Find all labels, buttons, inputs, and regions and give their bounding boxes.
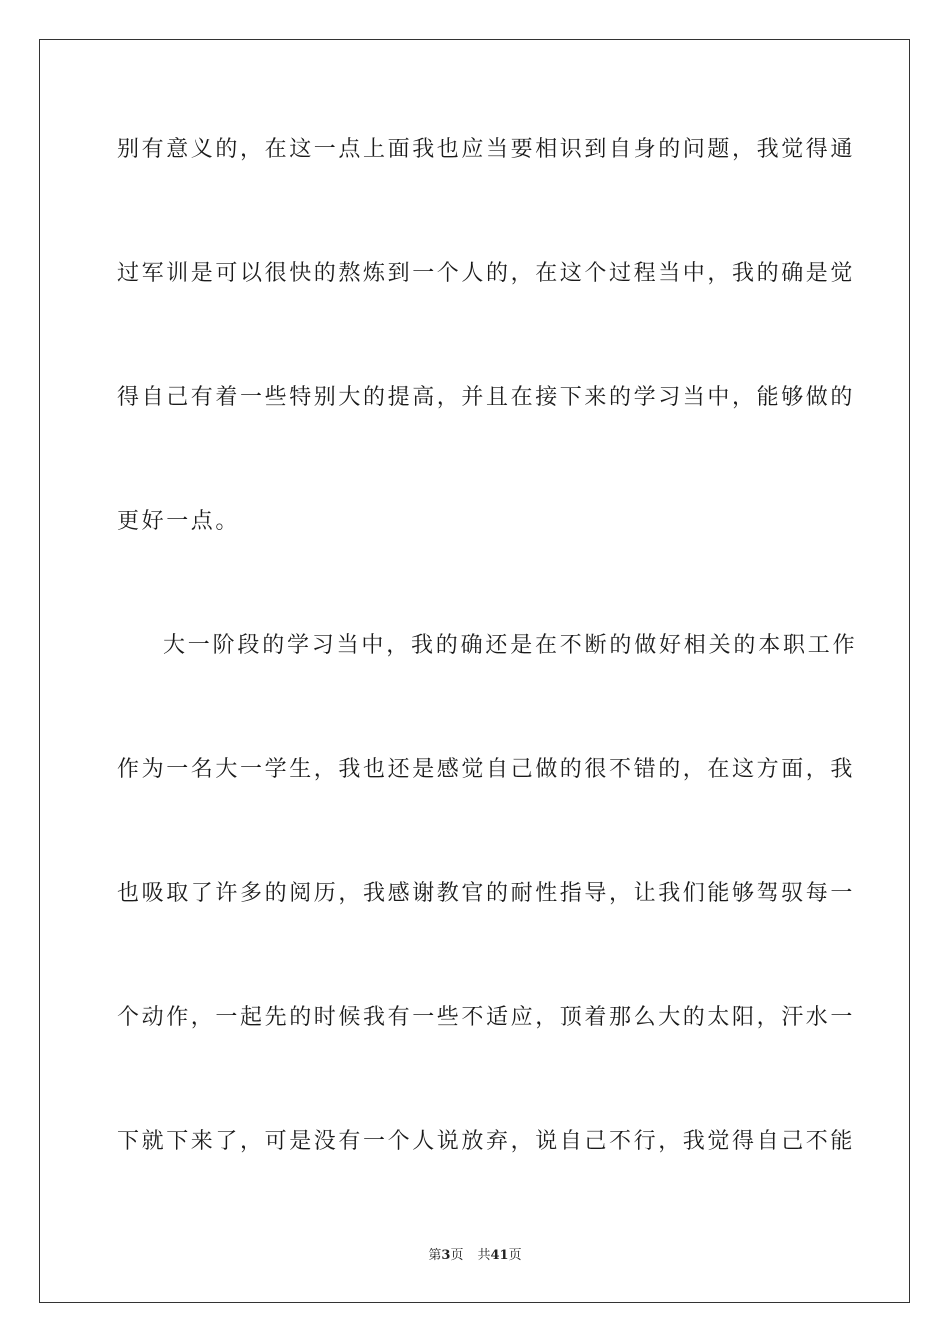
text-line-7: 也吸取了许多的阅历，我感谢教官的耐性指导，让我们能够驾驭每一 [117,881,856,906]
page-prefix: 第 [428,1248,442,1263]
text-line-8: 个动作，一起先的时候我有一些不适应，顶着那么大的太阳，汗水一 [117,1005,856,1030]
text-line-1: 别有意义的，在这一点上面我也应当要相识到自身的问题，我觉得通 [117,137,856,162]
page-border [39,39,910,1303]
text-line-6: 作为一名大一学生，我也还是感觉自己做的很不错的，在这方面，我 [117,757,856,782]
total-pages: 41 [490,1248,509,1263]
text-line-2: 过军训是可以很快的熬炼到一个人的，在这个过程当中，我的确是觉 [117,261,856,286]
text-line-3: 得自己有着一些特别大的提高，并且在接下来的学习当中，能够做的 [117,385,856,410]
page-suffix: 页 [450,1248,464,1263]
text-line-4: 更好一点。 [117,509,241,534]
page-indicator [428,1248,463,1263]
total-pages-indicator [477,1248,521,1263]
page-number: 3 [441,1248,451,1263]
total-suffix: 页 [508,1248,522,1263]
page-footer [0,1247,950,1265]
total-prefix: 共 [477,1248,491,1263]
text-line-9: 下就下来了，可是没有一个人说放弃，说自己不行，我觉得自己不能 [117,1129,856,1154]
paragraph-first-line: 大一阶段的学习当中，我的确还是在不断的做好相关的本职工作 [163,633,858,658]
